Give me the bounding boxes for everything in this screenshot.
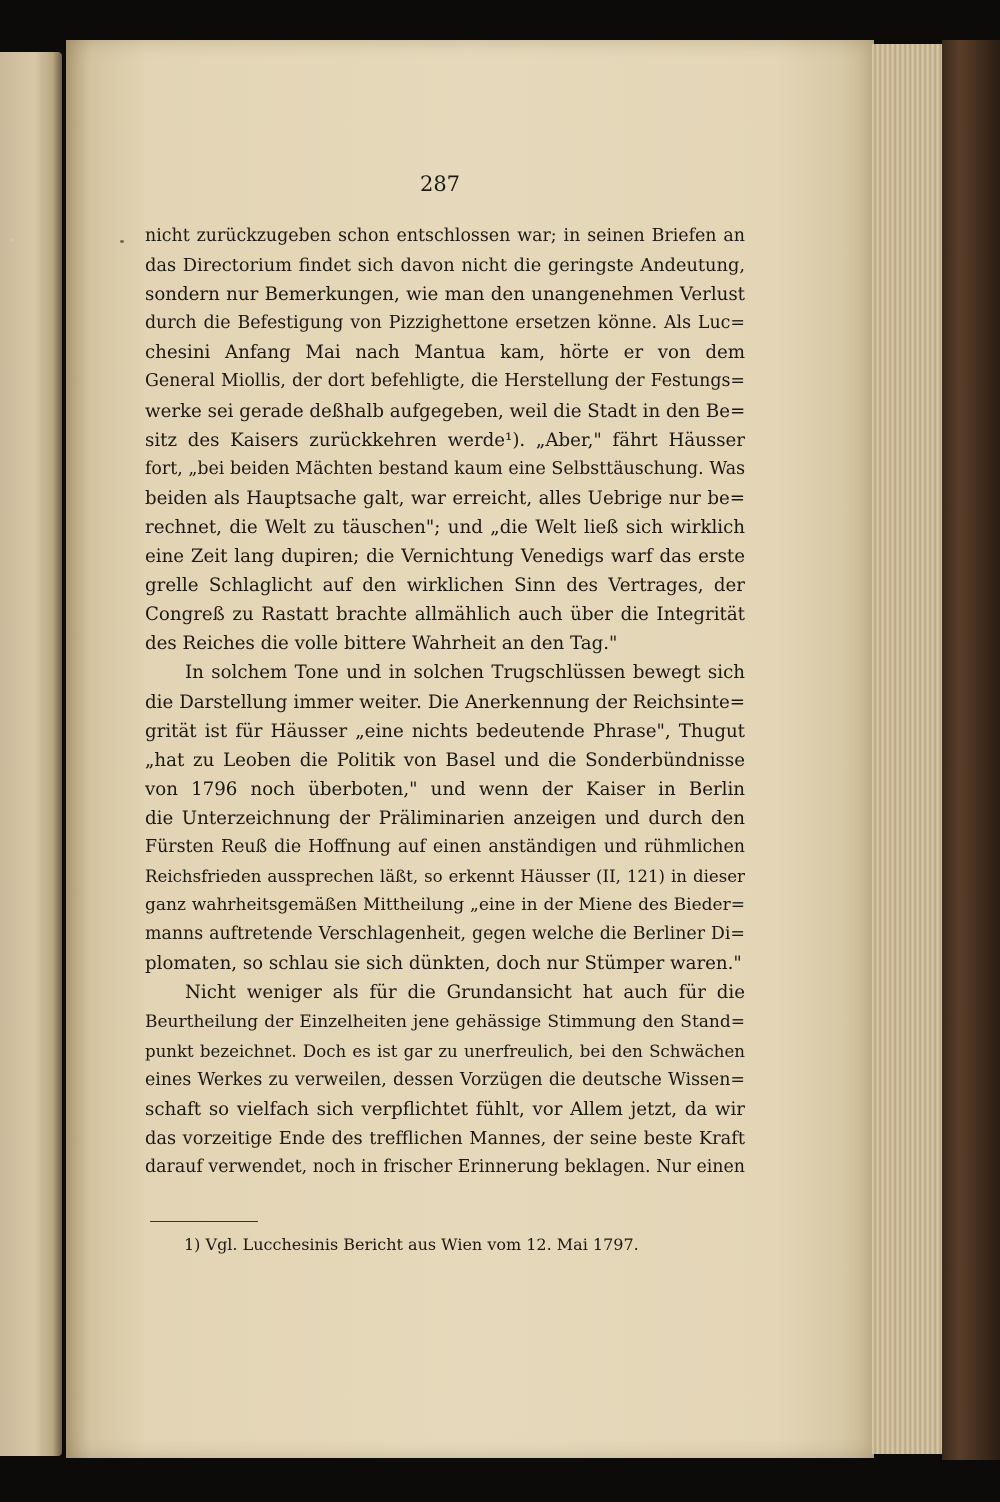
text-line: grität ist für Häusser „eine nichts bedeutende Phrase", Thugut	[145, 720, 745, 742]
text-line: Fürsten Reuß die Hoffnung auf einen anständigen und rühmlichen	[145, 836, 745, 857]
text-line: grelle Schlaglicht auf den wirklichen Sinn des Vertrages, der	[145, 575, 745, 597]
text-line: Reichsfrieden aussprechen läßt, so erkennt Häusser (II, 121) in dieser	[145, 867, 745, 887]
text-line: ganz wahrheitsgemäßen Mittheilung „eine in der Miene des Bieder=	[145, 895, 745, 916]
text-line: das vorzeitige Ende des trefflichen Mannes, der seine beste Kraft	[145, 1127, 745, 1149]
text-line: die Unterzeichnung der Präliminarien anzeigen und durch den	[145, 807, 745, 829]
text-line: eines Werkes zu verweilen, dessen Vorzügen die deutsche Wissen=	[145, 1069, 745, 1090]
text-line: schaft so vielfach sich verpflichtet fühlt, vor Allem jetzt, da wir	[145, 1098, 745, 1120]
body-text	[145, 222, 745, 1182]
text-line: Nicht weniger als für die Grundansicht hat auch für die	[185, 982, 745, 1004]
text-line: Congreß zu Rastatt brachte allmählich auch über die Integrität	[145, 604, 745, 626]
text-line: werke sei gerade deßhalb aufgegeben, weil die Stadt in den Be=	[145, 400, 746, 422]
text-line: das Directorium findet sich davon nicht die geringste Andeutung,	[145, 255, 745, 277]
text-line: sondern nur Bemerkungen, wie man den unangenehmen Verlust	[145, 284, 745, 306]
text-line: General Miollis, der dort befehligte, die Herstellung der Festungs=	[145, 371, 745, 392]
text-line: durch die Befestigung von Pizzighettone ersetzen könne. Als Luc=	[145, 313, 745, 334]
text-line: fort, „bei beiden Mächten bestand kaum eine Selbsttäuschung. Was	[145, 458, 745, 479]
text-line: eine Zeit lang dupiren; die Vernichtung Venedigs warf das erste	[145, 546, 745, 568]
text-line: beiden als Hauptsache galt, war erreicht, alles Uebrige nur be=	[145, 487, 745, 509]
text-line: plomaten, so schlau sie sich dünkten, doch nur Stümper waren."	[145, 953, 742, 975]
text-line: sitz des Kaisers zurückkehren werde¹). „Aber," fährt Häusser	[145, 429, 745, 451]
book-cover-edge	[942, 40, 1000, 1460]
text-line: chesini Anfang Mai nach Mantua kam, hörte er von dem	[145, 342, 745, 364]
text-line: nicht zurückzugeben schon entschlossen war; in seinen Briefen an	[145, 226, 745, 246]
previous-page-edge	[0, 52, 62, 1456]
text-line: rechnet, die Welt zu täuschen"; und „die Welt ließ sich wirklich	[145, 516, 745, 538]
text-line: von 1796 noch überboten," und wenn der Kaiser in Berlin	[145, 778, 745, 800]
margin-mark	[10, 238, 14, 242]
footnote: 1) Vgl. Lucchesinis Bericht aus Wien vom 12. Mai 1797.	[184, 1235, 639, 1254]
page-number: 287	[419, 172, 461, 196]
text-line: die Darstellung immer weiter. Die Anerkennung der Reichsinte=	[145, 691, 745, 713]
text-line: darauf verwendet, noch in frischer Erinnerung beklagen. Nur einen	[145, 1157, 745, 1177]
text-line: des Reiches die volle bittere Wahrheit an den Tag."	[145, 633, 618, 655]
margin-mark	[120, 240, 124, 243]
text-line: punkt bezeichnet. Doch es ist gar zu unerfreulich, bei den Schwächen	[145, 1041, 745, 1061]
text-line: manns auftretende Verschlagenheit, gegen welche die Berliner Di=	[145, 924, 745, 945]
text-line: Beurtheilung der Einzelheiten jene gehässige Stimmung den Stand=	[145, 1011, 745, 1032]
footnote-divider	[150, 1221, 258, 1222]
text-line: „hat zu Leoben die Politik von Basel und die Sonderbündnisse	[145, 749, 745, 771]
text-line: In solchem Tone und in solchen Trugschlüssen bewegt sich	[185, 662, 745, 684]
page-stack-edge	[872, 44, 944, 1454]
